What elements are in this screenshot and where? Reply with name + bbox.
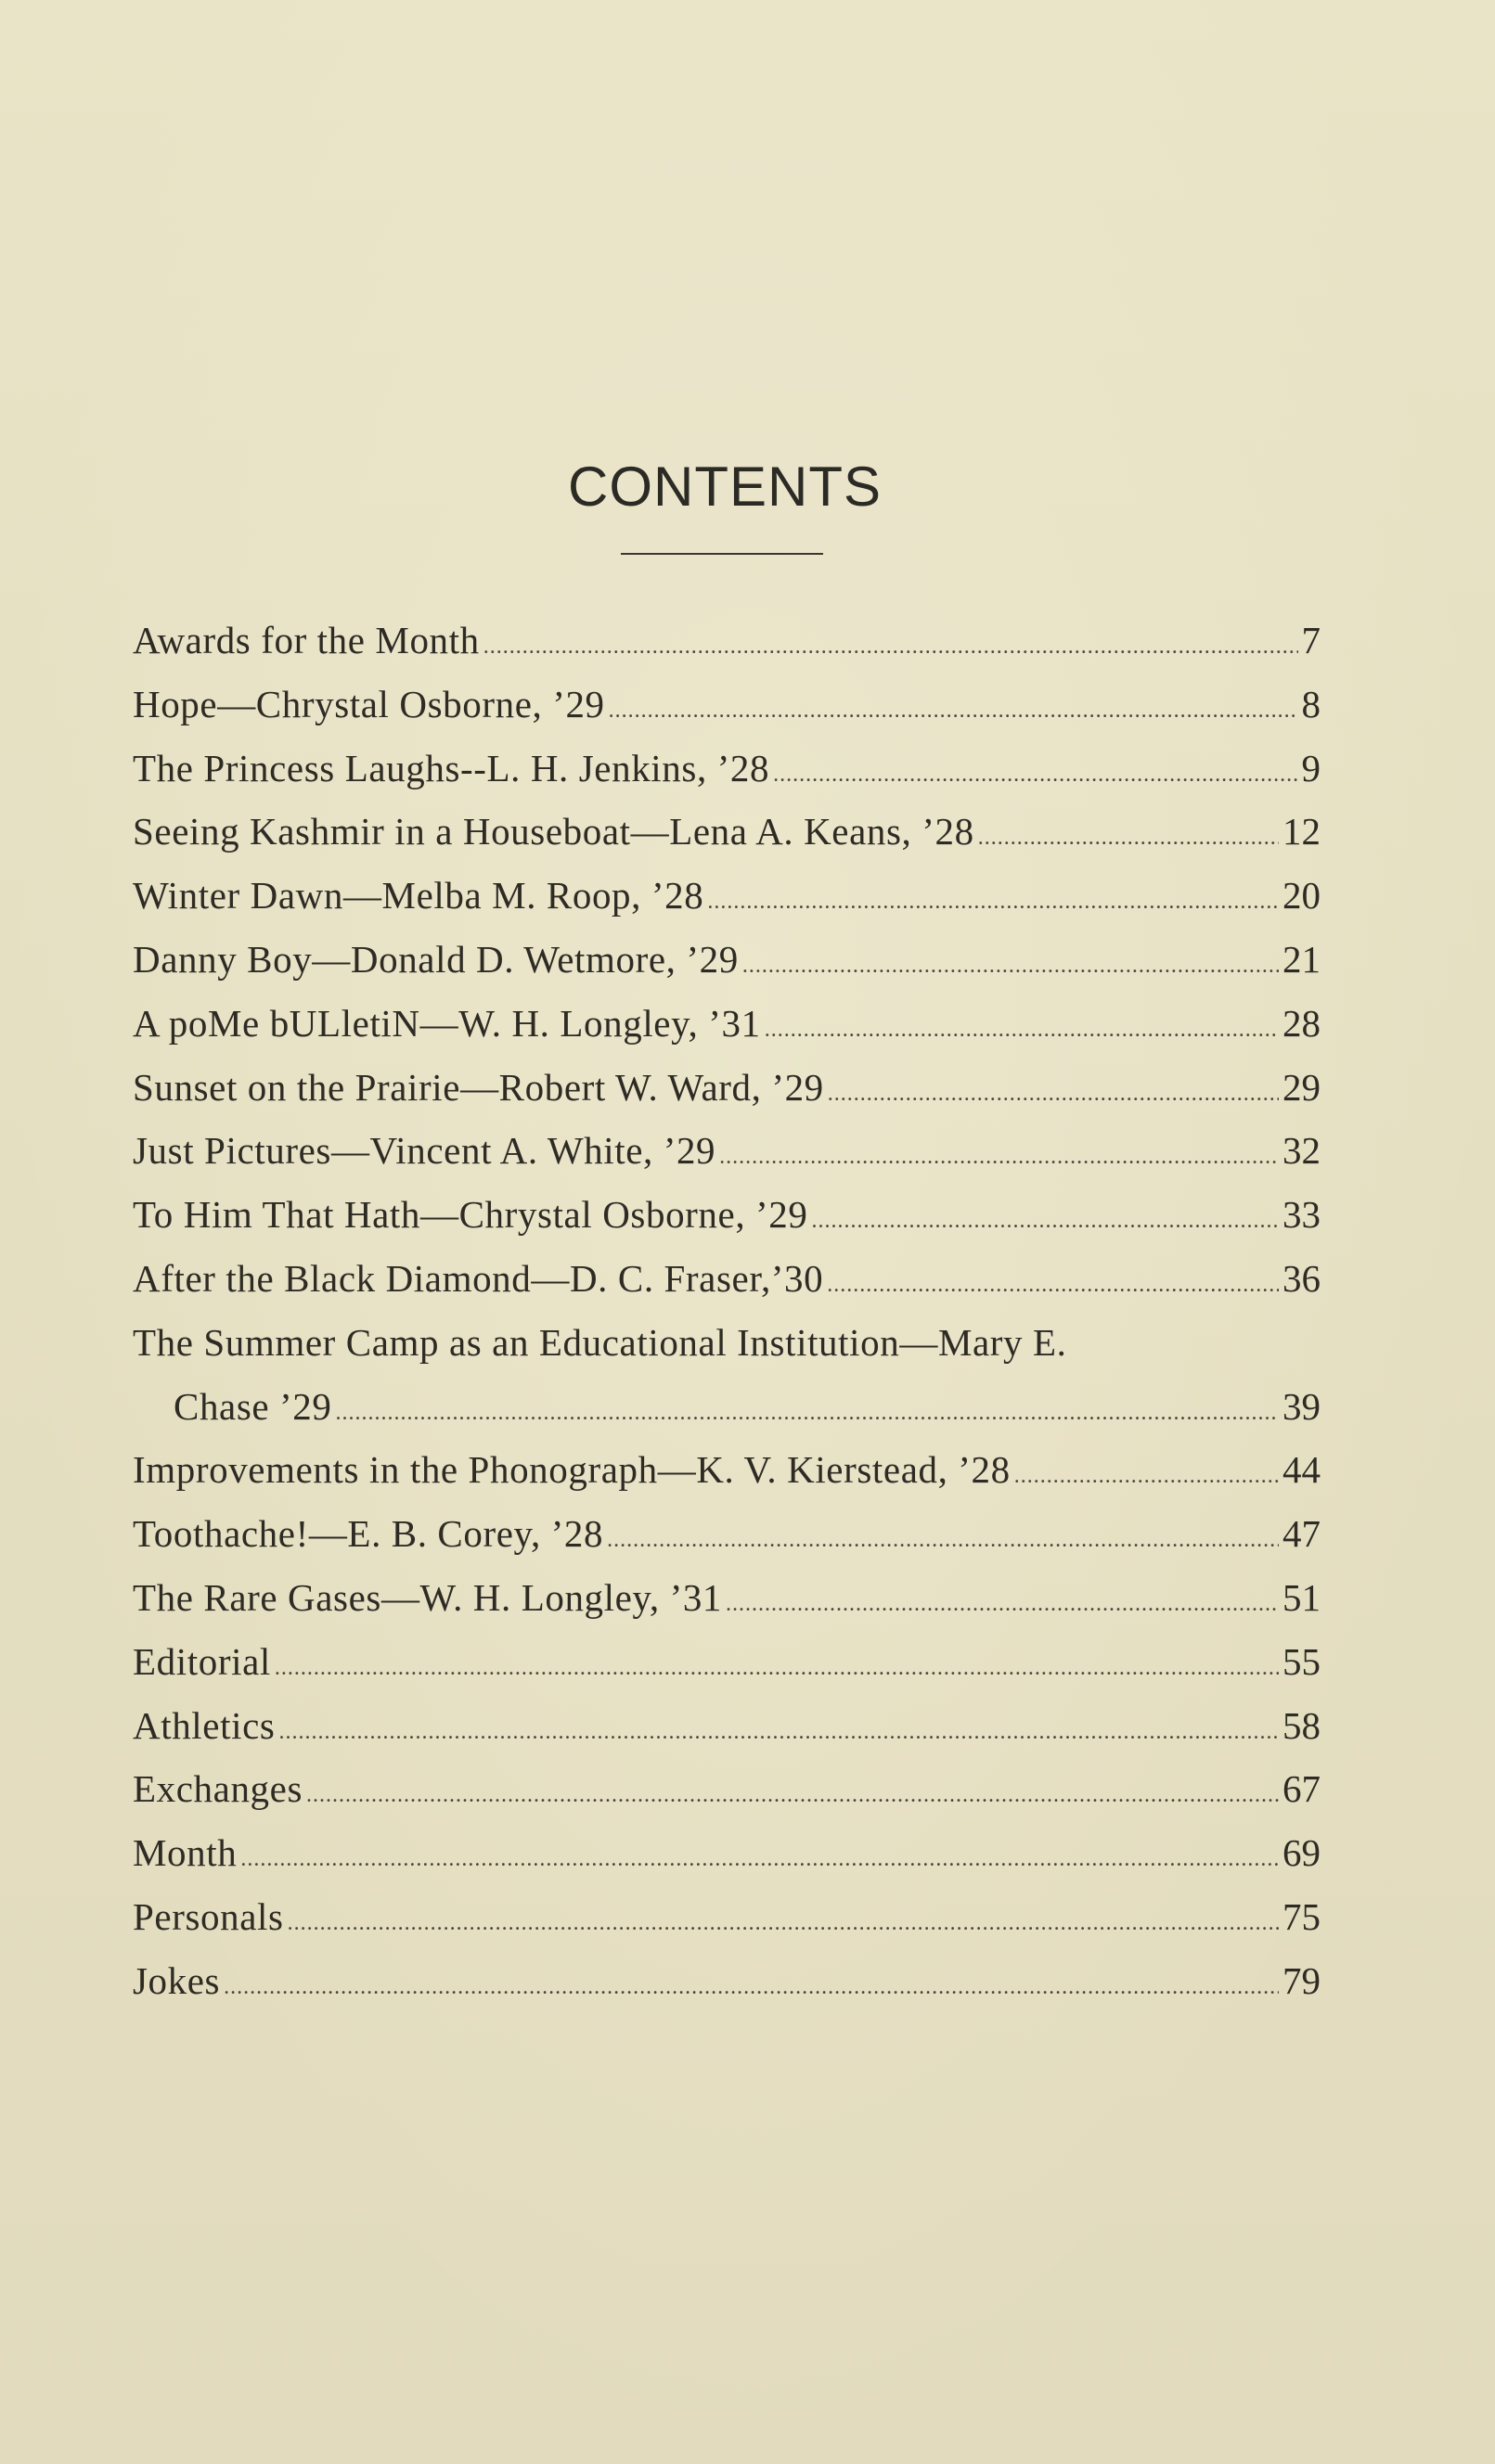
- toc-entry-title: Danny Boy—Donald D. Wetmore, ’29: [133, 937, 739, 981]
- toc-entry: [133, 1821, 1321, 1885]
- dot-leader: [811, 1189, 1279, 1253]
- toc-entry-page: 21: [1282, 937, 1321, 981]
- toc-entry-title: Editorial: [133, 1639, 271, 1683]
- toc-entry-title: Just Pictures—Vincent A. White, ’29: [133, 1129, 716, 1173]
- dot-leader: [224, 1956, 1279, 2020]
- dot-leader: [483, 615, 1298, 679]
- toc-entry-title: To Him That Hath—Chrystal Osborne, ’29: [133, 1193, 808, 1237]
- dot-leader: [827, 1253, 1279, 1317]
- toc-entry-page: 39: [1282, 1384, 1321, 1428]
- toc-entry-page: 12: [1282, 810, 1321, 853]
- dot-leader: [978, 806, 1279, 870]
- toc-entry: [133, 1630, 1321, 1694]
- toc-entry-page: 8: [1301, 682, 1321, 725]
- toc-entry: [133, 864, 1321, 928]
- dot-leader: [240, 1828, 1279, 1892]
- toc-entry-page: 75: [1282, 1894, 1321, 1938]
- toc-entry-title: Jokes: [133, 1958, 221, 2002]
- dot-leader: [306, 1764, 1279, 1828]
- page-title: CONTENTS: [568, 456, 882, 518]
- toc-entry-title: Hope—Chrystal Osborne, ’29: [133, 682, 605, 725]
- toc-entry-title: Sunset on the Prairie—Robert W. Ward, ’29: [133, 1065, 824, 1109]
- toc-entry-page: 58: [1282, 1703, 1321, 1747]
- toc-entry: [133, 1566, 1321, 1630]
- toc-entry: [133, 1757, 1321, 1821]
- toc-entry: [133, 1183, 1321, 1247]
- toc-entry: [133, 1119, 1321, 1183]
- dot-leader: [765, 998, 1279, 1062]
- toc-entry: [133, 1438, 1321, 1502]
- toc-entry: [133, 737, 1321, 801]
- toc-entry: [133, 673, 1321, 737]
- dot-leader: [828, 1062, 1279, 1126]
- toc-entry: [133, 928, 1321, 992]
- toc-entry-page: 32: [1282, 1129, 1321, 1173]
- toc-entry-title: Seeing Kashmir in a Houseboat—Lena A. Keans, ’28: [133, 810, 974, 853]
- toc-entry: [133, 1694, 1321, 1758]
- toc-entry: [133, 609, 1321, 673]
- dot-leader: [742, 934, 1279, 998]
- toc-entry: [133, 1502, 1321, 1566]
- toc-entry-page: 55: [1282, 1639, 1321, 1683]
- toc-entry-page: 69: [1282, 1831, 1321, 1875]
- toc-entry-page: 29: [1282, 1065, 1321, 1109]
- toc-entry-title: The Summer Camp as an Educational Institution—Mary E.: [133, 1320, 1067, 1364]
- toc-entry-title-continuation: Chase ’29: [174, 1384, 332, 1428]
- toc-entry-page: 9: [1301, 746, 1321, 789]
- toc-entry-continuation: [133, 1375, 1321, 1439]
- toc-entry-title: A poMe bULletiN—W. H. Longley, ’31: [133, 1001, 761, 1045]
- title-underline: [621, 553, 823, 555]
- toc-entry-title: Month: [133, 1831, 238, 1875]
- toc-entry-page: 28: [1282, 1001, 1321, 1045]
- toc-entry: [133, 1056, 1321, 1120]
- dot-leader: [278, 1700, 1279, 1765]
- toc-entry: [133, 800, 1321, 864]
- toc-entry-title: Winter Dawn—Melba M. Roop, ’28: [133, 874, 704, 918]
- toc-entry-title: Personals: [133, 1894, 284, 1938]
- toc-entry-title: The Princess Laughs--L. H. Jenkins, ’28: [133, 746, 770, 789]
- toc-entry-page: 44: [1282, 1448, 1321, 1492]
- toc-entry-title: Awards for the Month: [133, 619, 480, 661]
- toc-entry: [133, 992, 1321, 1056]
- toc-entry-page: 20: [1282, 874, 1321, 918]
- toc-entry-page: 7: [1301, 619, 1321, 661]
- toc-entry: [133, 1247, 1321, 1311]
- toc-entry-page: 47: [1282, 1512, 1321, 1556]
- dot-leader: [336, 1381, 1279, 1445]
- toc-entry-page: 51: [1282, 1575, 1321, 1619]
- toc-entry-page: 67: [1282, 1767, 1321, 1811]
- toc-entry-page: 79: [1282, 1958, 1321, 2002]
- toc-entry-title: After the Black Diamond—D. C. Fraser,’30: [133, 1256, 824, 1300]
- toc-entry-title: Athletics: [133, 1703, 276, 1747]
- toc-entry-page: 33: [1282, 1193, 1321, 1237]
- dot-leader: [1014, 1444, 1279, 1508]
- dot-leader: [275, 1636, 1279, 1700]
- toc-entry: [133, 1885, 1321, 1949]
- dot-leader: [607, 1508, 1279, 1572]
- dot-leader: [726, 1572, 1279, 1636]
- toc-entry-title: Improvements in the Phonograph—K. V. Kierstead, ’28: [133, 1448, 1011, 1492]
- dot-leader: [288, 1892, 1279, 1956]
- dot-leader: [719, 1125, 1279, 1189]
- toc-entry-title: Exchanges: [133, 1767, 303, 1811]
- dot-leader: [773, 743, 1297, 807]
- toc-entry: [133, 1949, 1321, 2013]
- table-of-contents: [133, 609, 1321, 2013]
- toc-entry-title: The Rare Gases—W. H. Longley, ’31: [133, 1575, 723, 1619]
- dot-leader: [609, 679, 1298, 743]
- toc-entry-page: 36: [1282, 1256, 1321, 1300]
- toc-entry: [133, 1311, 1321, 1375]
- dot-leader: [707, 870, 1279, 934]
- toc-entry-title: Toothache!—E. B. Corey, ’28: [133, 1512, 604, 1556]
